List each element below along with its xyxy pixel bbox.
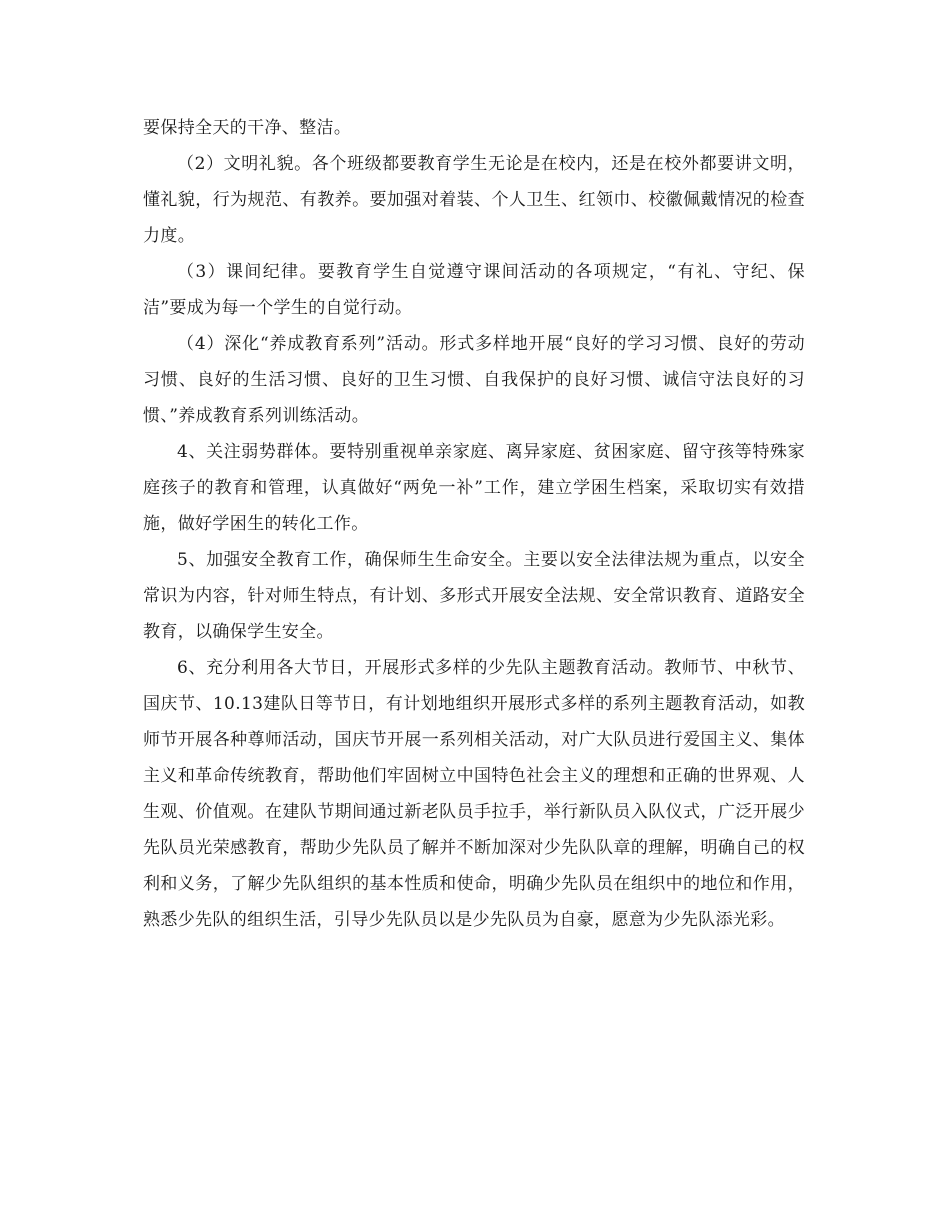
paragraph-safety-education: 5、加强安全教育工作，确保师生生命安全。主要以安全法律法规为重点，以安全常识为内容，针对师生特点，有计划、多形式开展安全法规、安全常识教育、道路安全教育，以确保学生安全。	[143, 550, 805, 642]
paragraph-vulnerable-groups: 4、关注弱势群体。要特别重视单亲家庭、离异家庭、贫困家庭、留守孩等特殊家庭孩子的教育和管理，认真做好“两免一补”工作，建立学困生档案，采取切实有效措施，做好学困生的转化工作。	[143, 442, 805, 534]
paragraph-continuation: 要保持全天的干净、整洁。	[143, 118, 352, 138]
paragraph-habit-education: （4）深化“养成教育系列”活动。形式多样地开展“良好的学习习惯、良好的劳动习惯、良好的生活习惯、良好的卫生习惯、自我保护的良好习惯、诚信守法良好的习惯、”养成教育系列训练活动。	[143, 334, 805, 426]
paragraph-civility: （2）文明礼貌。各个班级都要教育学生无论是在校内，还是在校外都要讲文明，懂礼貌，行为规范、有教养。要加强对着装、个人卫生、红领巾、校徽佩戴情况的检查力度。	[143, 154, 805, 246]
paragraph-break-discipline: （3）课间纪律。要教育学生自觉遵守课间活动的各项规定，“有礼、守纪、保洁”要成为每一个学生的自觉行动。	[143, 262, 805, 318]
paragraph-festival-activities: 6、充分利用各大节日，开展形式多样的少先队主题教育活动。教师节、中秋节、国庆节、10.13建队日等节日，有计划地组织开展形式多样的系列主题教育活动，如教师节开展各种尊师活动，国庆节开展一系列相关活动，对广大队员进行爱国主义、集体主义和革命传统教育，帮助他们牢固树立中国特色社会主义的理想和正确的世界观、人生观、价值观。在建队节期间通过新老队员手拉手，举行新队员入队仪式，广泛开展少先队员光荣感教育，帮助少先队员了解并不断加深对少先队队章的理解，明确自己的权利和义务，了解少先队组织的基本性质和使命，明确少先队员在组织中的地位和作用，熟悉少先队的组织生活，引导少先队员以是少先队员为自豪，愿意为少先队添光彩。	[143, 658, 805, 930]
document-page	[143, 110, 805, 938]
